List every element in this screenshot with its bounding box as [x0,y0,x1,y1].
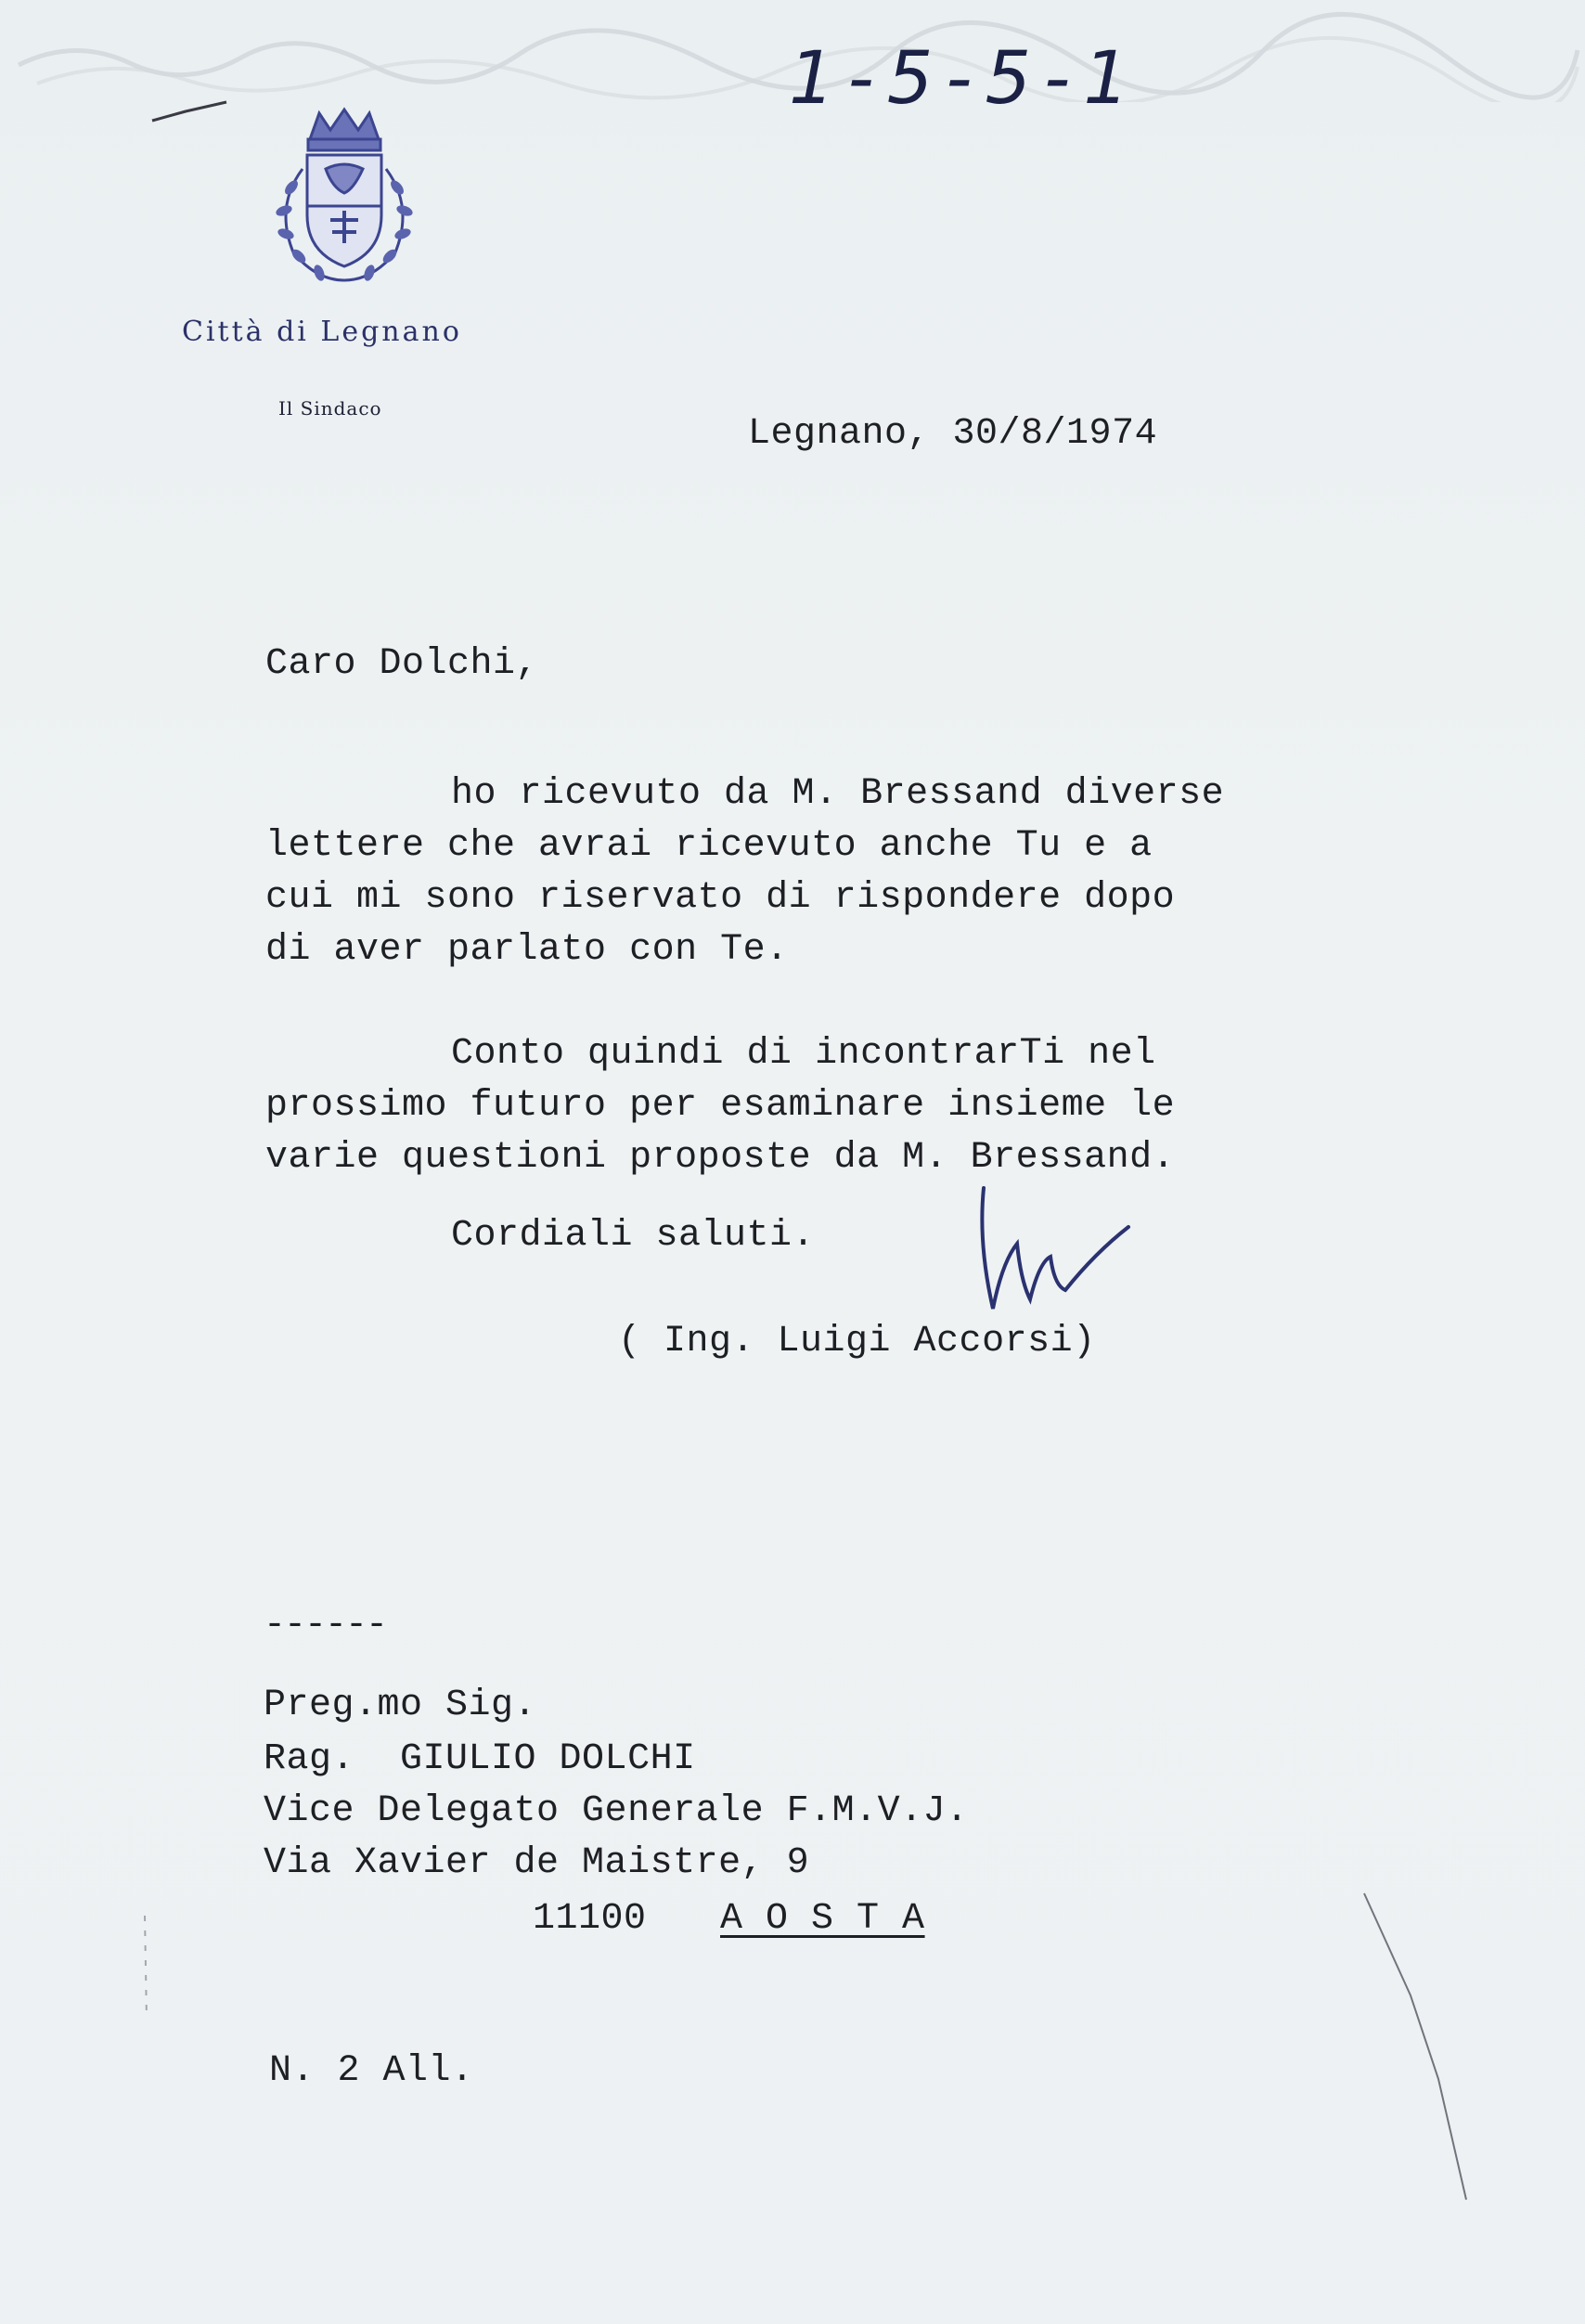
paragraph-1-line-3: cui mi sono riservato di rispondere dopo [265,877,1176,919]
scan-artifact-left [137,1912,156,2023]
letterhead-city: Città di Legnano [182,316,462,348]
scan-artifact [1355,1884,1485,2218]
coat-of-arms-icon [265,104,423,294]
recipient-city: A O S T A [720,1898,925,1940]
closing: Cordiali saluti. [451,1215,816,1257]
recipient-postcode: 11100 [533,1898,647,1940]
paragraph-1-line-2: lettere che avrai ricevuto anche Tu e a [265,825,1153,867]
paragraph-2-line-3: varie questioni proposte da M. Bressand. [265,1137,1176,1179]
recipient-line-3: Vice Delegato Generale F.M.V.J. [264,1790,969,1832]
enclosures: N. 2 All. [269,2050,474,2092]
signatory: ( Ing. Luigi Accorsi) [618,1321,1096,1362]
salutation: Caro Dolchi, [265,643,539,685]
separator: ------ [264,1605,387,1646]
paragraph-2-line-2: prossimo futuro per esaminare insieme le [265,1085,1176,1127]
recipient-line-2: Rag. GIULIO DOLCHI [264,1738,696,1780]
recipient-line-1: Preg.mo Sig. [264,1685,537,1726]
paragraph-1-line-1: ho ricevuto da M. Bressand diverse [451,773,1225,815]
paragraph-1-line-4: di aver parlato con Te. [265,929,789,971]
letterhead-office: Il Sindaco [278,397,382,420]
recipient-line-4: Via Xavier de Maistre, 9 [264,1842,810,1884]
pencil-mark [148,93,232,130]
date-line: Legnano, 30/8/1974 [748,413,1158,455]
paragraph-2-line-1: Conto quindi di incontrarTi nel [451,1033,1156,1075]
archive-number: 1-5-5-1 [789,37,1142,121]
signature [965,1179,1151,1327]
